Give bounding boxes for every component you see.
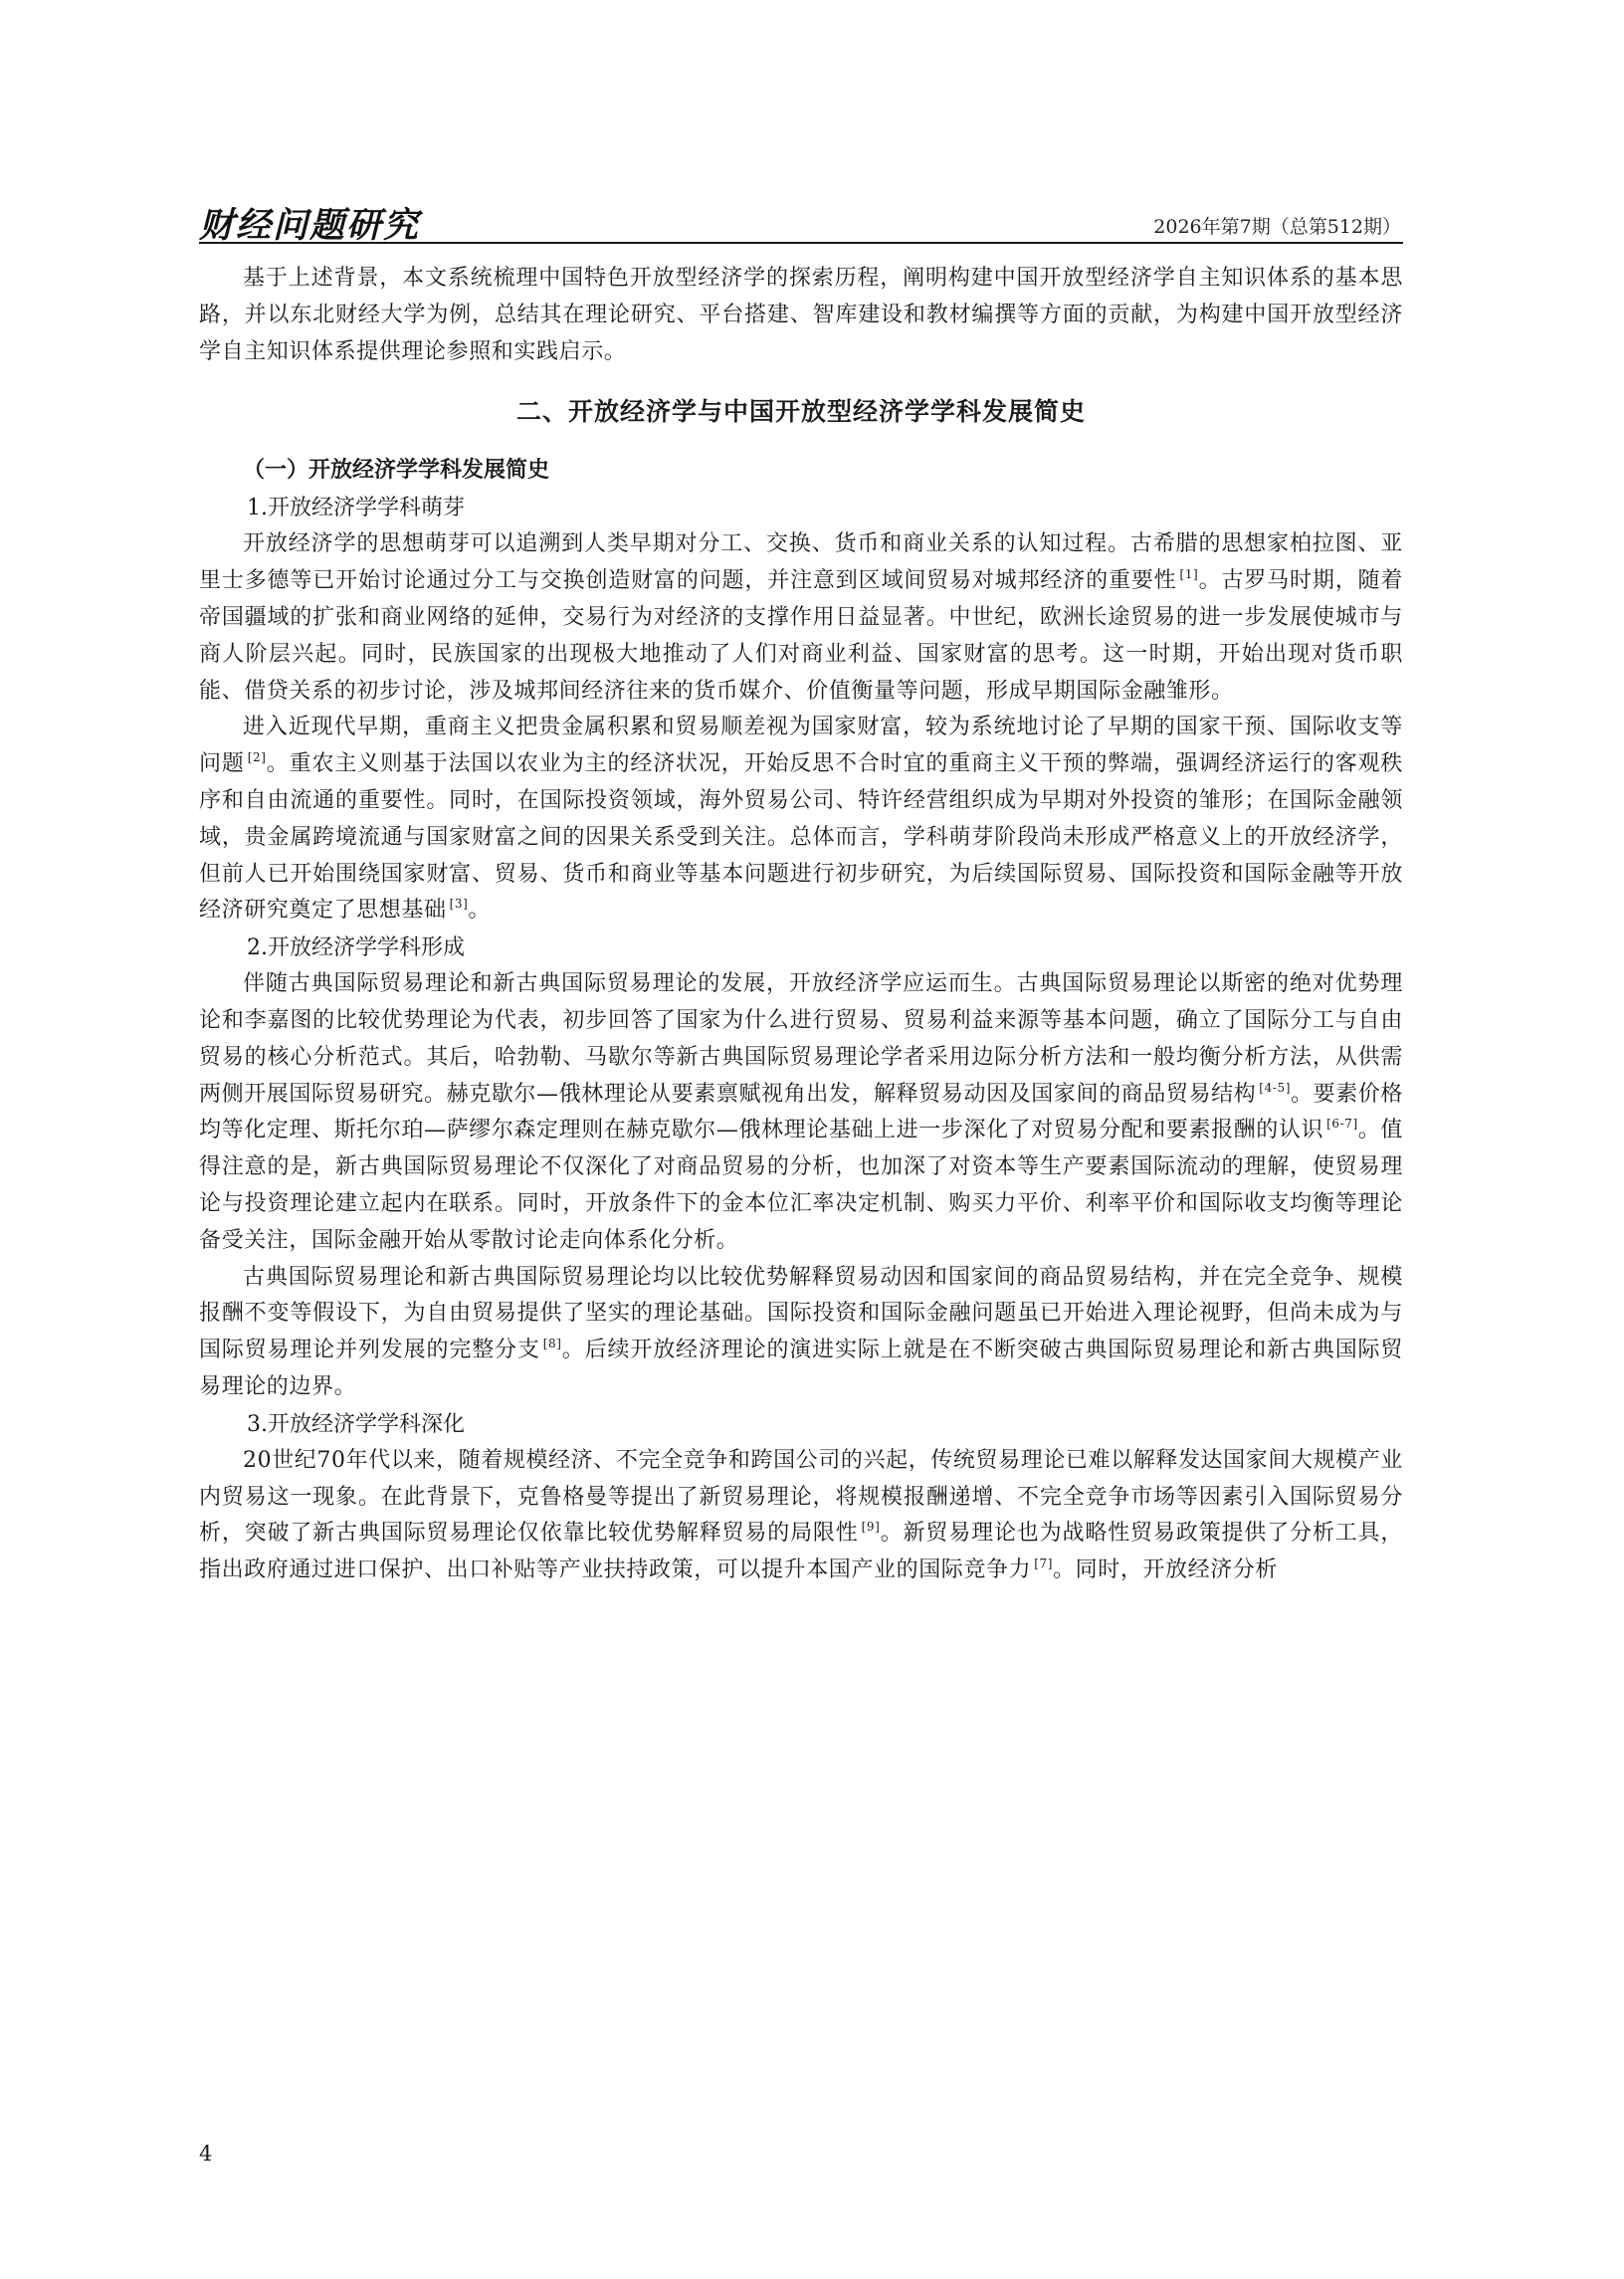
intro-paragraph: 基于上述背景，本文系统梳理中国特色开放型经济学的探索历程，阐明构建中国开放型经济学自主知识体系的基本思路，并以东北财经大学为例，总结其在理论研究、平台搭建、智库建设和教材编撰等方面的贡献，为构建中国开放型经济学自主知识体系提供理论参照和实践启示。 (199, 266, 1403, 364)
citation[interactable]: [9] (861, 1520, 881, 1535)
citation[interactable]: [8] (542, 1337, 562, 1351)
citation[interactable]: [6-7] (1326, 1117, 1358, 1132)
part-title-1: 1.开放经济学学科萌芽 (247, 496, 465, 521)
paragraph (199, 966, 1403, 1259)
paragraph-text: 。值得注意的是，新古典国际贸易理论不仅深化了对商品贸易的分析，也加深了对资本等生产要素国际流动的理解，使贸易理论与投资理论建立起内在联系。同时，开放条件下的金本位汇率决定机制、购买力平价、利率平价和国际收支均衡等理论备受关注，国际金融开始从零散讨论走向体系化分析。 (199, 1118, 1403, 1253)
paragraph (199, 1443, 1403, 1589)
citation[interactable]: [4-5] (1259, 1080, 1291, 1095)
citation[interactable]: [3] (449, 897, 469, 912)
subsection-title: （一）开放经济学学科发展简史 (243, 458, 550, 484)
issue-info: 2026年第7期（总第512期） (1153, 216, 1401, 238)
page-number: 4 (199, 2142, 213, 2166)
paragraph-text: 。后续开放经济理论的演进实际上就是在不断突破古典国际贸易理论和新古典国际贸易理论的边界。 (199, 1338, 1403, 1399)
paragraph-text: 古典国际贸易理论和新古典国际贸易理论均以比较优势解释贸易动因和国家间的商品贸易结构，并在完全竞争、规模报酬不变等假设下，为自由贸易提供了坚实的理论基础。国际投资和国际金融问题虽已开始进入理论视野，但尚未成为与国际贸易理论并列发展的完整分支 (199, 1264, 1403, 1363)
citation[interactable]: [7] (1034, 1556, 1054, 1571)
paragraph (199, 526, 1403, 710)
paragraph-text: 开放经济学的思想萌芽可以追溯到人类早期对分工、交换、货币和商业关系的认知过程。古希腊的思想家柏拉图、亚里士多德等已开始讨论通过分工与交换创造财富的问题，并注意到区域间贸易对城邦经济的重要性 (199, 531, 1403, 594)
main-text (199, 261, 1403, 1589)
citation[interactable]: [2] (247, 750, 267, 765)
paragraph-text: 。重农主义则基于法国以农业为主的经济状况，开始反思不合时宜的重商主义干预的弊端，强调经济运行的客观秩序和自由流通的重要性。同时，在国际投资领域，海外贸易公司、特许经营组织成为早期对外投资的雏形；在国际金融领域，贵金属跨境流通与国家财富之间的因果关系受到关注。总体而言，学科萌芽阶段尚未形成严格意义上的开放经济学，但前人已开始围绕国家财富、贸易、货币和商业等基本问题进行初步研究，为后续国际贸易、国际投资和国际金融等开放经济研究奠定了思想基础 (199, 751, 1403, 924)
citation[interactable]: [1] (1179, 567, 1199, 582)
section-title: 二、开放经济学与中国开放型经济学学科发展简史 (515, 397, 1086, 427)
paragraph (199, 1260, 1403, 1406)
paragraph-text: 。古罗马时期，随着帝国疆域的扩张和商业网络的延伸，交易行为对经济的支撑作用日益显著。中世纪，欧洲长途贸易的进一步发展使城市与商人阶层兴起。同时，民族国家的出现极大地推动了人们对商业利益、国家财富的思考。这一时期，开始出现对货币职能、借贷关系的初步讨论，涉及城邦间经济往来的货币媒介、价值衡量等问题，形成早期国际金融雏形。 (199, 568, 1403, 704)
paragraph-text: 进入近现代早期，重商主义把贵金属积累和贸易顺差视为国家财富，较为系统地讨论了早期的国家干预、国际收支等问题 (199, 715, 1403, 777)
journal-logo: 财经问题研究 (199, 205, 421, 246)
part-title-3: 3.开放经济学学科深化 (247, 1411, 465, 1437)
paragraph (199, 710, 1403, 930)
paragraph-text: 。要素价格均等化定理、斯托尔珀—萨缪尔森定理则在赫克歇尔—俄林理论基础上进一步深化了对贸易分配和要素报酬的认识 (199, 1081, 1403, 1143)
paragraph-text: 20世纪70年代以来，随着规模经济、不完全竞争和跨国公司的兴起，传统贸易理论已难以解释发达国家间大规模产业内贸易这一现象。在此背景下，克鲁格曼等提出了新贸易理论，将规模报酬递增、不完全竞争市场等因素引入国际贸易分析，突破了新古典国际贸易理论仅依靠比较优势解释贸易的局限性 (199, 1447, 1403, 1547)
paragraph-text: 。新贸易理论也为战略性贸易政策提供了分析工具，指出政府通过进口保护、出口补贴等产业扶持政策，可以提升本国产业的国际竞争力 (199, 1521, 1403, 1583)
running-header (199, 202, 1403, 244)
paragraph-text: 。同时，开放经济分析 (1053, 1557, 1279, 1583)
paragraph-text: 伴随古典国际贸易理论和新古典国际贸易理论的发展，开放经济学应运而生。古典国际贸易理论以斯密的绝对优势理论和李嘉图的比较优势理论为代表，初步回答了国家为什么进行贸易、贸易利益来源等基本问题，确立了国际分工与自由贸易的核心分析范式。其后，哈勃勒、马歇尔等新古典国际贸易理论学者采用边际分析方法和一般均衡分析方法，从供需两侧开展国际贸易研究。赫克歇尔—俄林理论从要素禀赋视角出发，解释贸易动因及国家间的商品贸易结构 (199, 971, 1403, 1107)
paragraph-text: 。 (468, 898, 492, 924)
part-title-2: 2.开放经济学学科形成 (247, 935, 465, 961)
